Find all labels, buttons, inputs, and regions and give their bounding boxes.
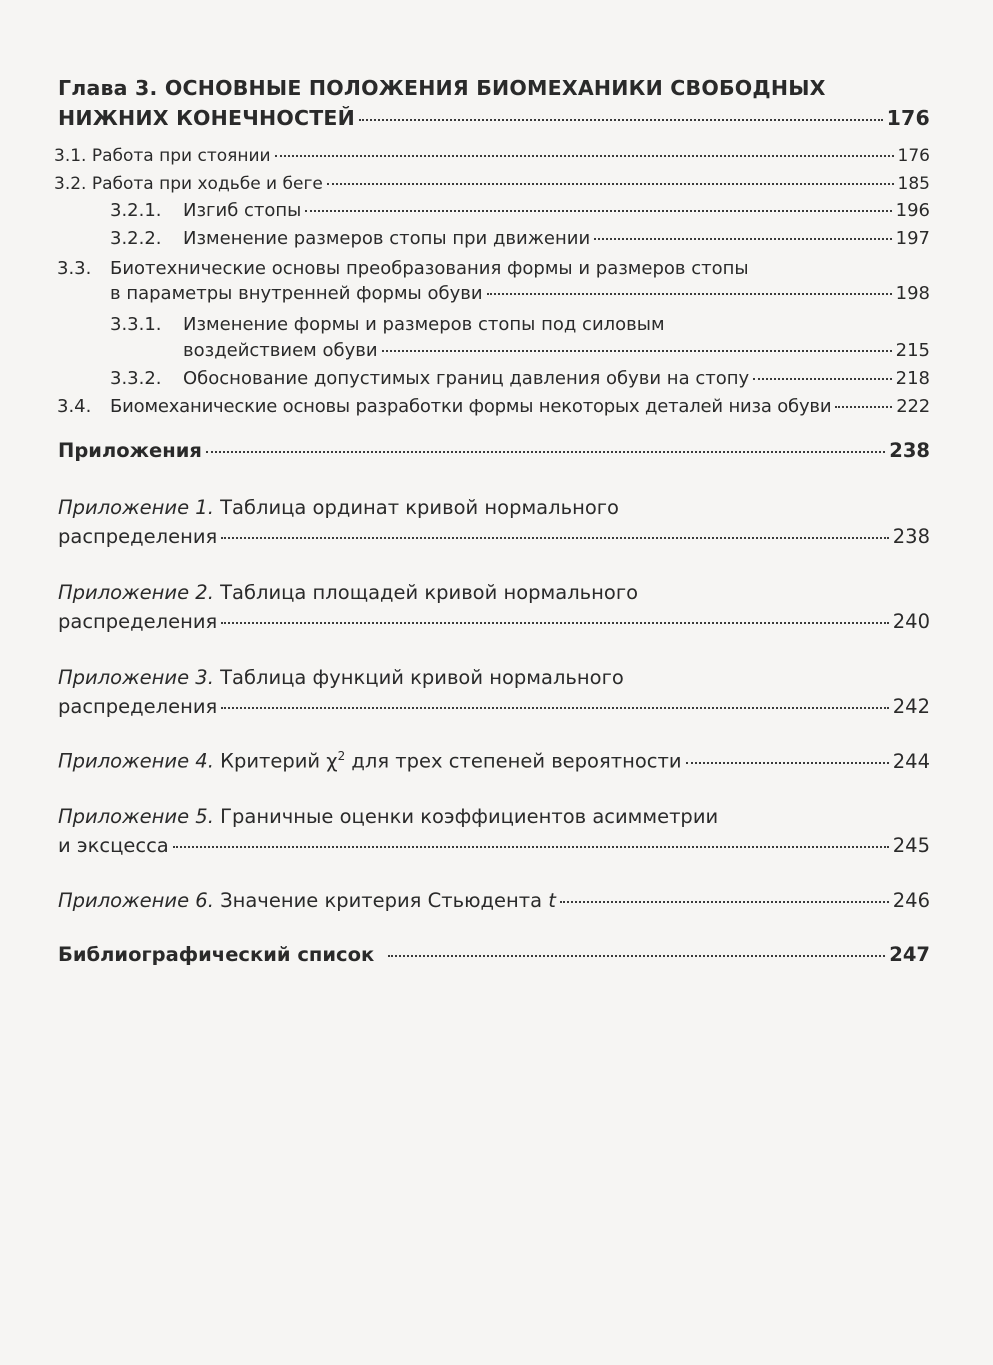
appendix-label: Приложение 2. <box>58 581 214 604</box>
toc-entry-appendix-3 <box>58 695 930 718</box>
toc-entry-3-3-1 <box>183 340 930 361</box>
leader-dots <box>560 901 889 903</box>
leader-dots <box>173 846 889 848</box>
leader-dots <box>305 210 891 212</box>
page-number: 244 <box>892 749 930 773</box>
appendix-variable: t <box>548 889 556 912</box>
appendix-label: Приложение 3. <box>58 666 214 689</box>
toc-entry-3-4 <box>110 396 930 417</box>
chapter-title-line2: НИЖНИХ КОНЕЧНОСТЕЙ <box>58 106 355 130</box>
leader-dots <box>221 707 888 709</box>
toc-entry-appendix-4 <box>58 749 930 773</box>
appendix-title-line2: распределения <box>58 525 218 548</box>
leader-dots <box>686 762 889 764</box>
appendix-superscript: 2 <box>337 749 346 763</box>
appendix-3-line1 <box>58 666 624 689</box>
entry-title: Изгиб стопы <box>183 200 302 221</box>
page-number: 215 <box>895 340 930 361</box>
appendix-label: Приложение 5. <box>58 805 214 828</box>
section-title: Приложения <box>58 439 202 462</box>
entry-title: Изменение размеров стопы при движении <box>183 228 591 249</box>
leader-dots <box>221 537 888 539</box>
appendix-text <box>58 889 556 912</box>
appendix-1-line1 <box>58 496 619 519</box>
leader-dots <box>382 350 892 352</box>
toc-entry-appendix-1 <box>58 525 930 548</box>
entry-title: 3.2. Работа при ходьбе и беге <box>54 174 323 194</box>
appendix-2-line1 <box>58 581 638 604</box>
page-number: 247 <box>889 943 930 966</box>
leader-dots <box>594 238 891 240</box>
appendix-title-a: Значение критерия Стьюдента <box>220 889 549 912</box>
appendix-5-line1 <box>58 805 718 828</box>
page-number: 242 <box>892 695 930 718</box>
page-number: 240 <box>892 610 930 633</box>
appendix-title-line1: Таблица функций кривой нормального <box>220 666 624 689</box>
appendix-title-b: для трех степеней вероятности <box>345 749 682 773</box>
entry-number: 3.2.1. <box>110 200 162 221</box>
leader-dots <box>359 119 883 121</box>
entry-title-line2: воздействием обуви <box>183 340 378 361</box>
entry-number: 3.3. <box>57 258 92 279</box>
appendix-title-line1: Таблица ординат кривой нормального <box>220 496 619 519</box>
toc-entry-3-3 <box>110 283 930 304</box>
page-number: 238 <box>892 525 930 548</box>
entry-number: 3.2.2. <box>110 228 162 249</box>
appendix-title-line2: и эксцесса <box>58 834 169 857</box>
toc-entry-3-3-2 <box>183 368 930 389</box>
page-number: 176 <box>886 106 930 130</box>
page-number: 218 <box>895 368 930 389</box>
appendix-title-line2: распределения <box>58 610 218 633</box>
leader-dots <box>487 293 892 295</box>
toc-entry-appendix-6 <box>58 889 930 912</box>
page-number: 246 <box>892 889 930 912</box>
entry-number: 3.3.2. <box>110 368 162 389</box>
appendix-title-line1: Граничные оценки коэффициентов асимметрии <box>220 805 719 828</box>
leader-dots <box>388 955 885 957</box>
appendix-label: Приложение 1. <box>58 496 214 519</box>
leader-dots <box>206 451 885 453</box>
leader-dots <box>753 378 891 380</box>
appendix-title-line2: распределения <box>58 695 218 718</box>
page-number: 196 <box>895 200 930 221</box>
entry-title-line1: Биотехнические основы преобразования формы и размеров стопы <box>110 258 749 279</box>
page-number: 197 <box>895 228 930 249</box>
toc-entry-3-2-2 <box>183 228 930 249</box>
entry-title-line2: в параметры внутренней формы обуви <box>110 283 483 304</box>
page-number: 245 <box>892 834 930 857</box>
toc-entry-appendix-2 <box>58 610 930 633</box>
toc-entry-appendix-5 <box>58 834 930 857</box>
entry-title: Биомеханические основы разработки формы некоторых деталей низа обуви <box>110 396 832 417</box>
leader-dots <box>221 622 888 624</box>
appendix-title-a: Критерий χ <box>220 749 338 773</box>
leader-dots <box>835 406 892 408</box>
entry-number: 3.4. <box>57 396 92 417</box>
page-number: 198 <box>895 283 930 304</box>
toc-entry-3-2-1 <box>183 200 930 221</box>
page-number: 176 <box>897 146 930 166</box>
toc-entry-3-2 <box>54 174 930 194</box>
chapter-title-row <box>58 106 930 130</box>
appendix-label: Приложение 4. <box>58 749 214 773</box>
entry-title: Обоснование допустимых границ давления обуви на стопу <box>183 368 750 389</box>
leader-dots <box>327 183 894 185</box>
section-title: Библиографический список <box>58 943 375 966</box>
page-number: 185 <box>897 174 930 194</box>
page-number: 238 <box>889 439 930 462</box>
appendix-label: Приложение 6. <box>58 889 214 912</box>
appendix-title-line1: Таблица площадей кривой нормального <box>220 581 639 604</box>
chapter-title-line1: Глава 3. ОСНОВНЫЕ ПОЛОЖЕНИЯ БИОМЕХАНИКИ СВОБОДНЫХ <box>58 76 826 100</box>
entry-title-line1: Изменение формы и размеров стопы под силовым <box>183 314 665 335</box>
toc-entry-appendices <box>58 439 930 462</box>
appendix-text <box>58 749 682 773</box>
page-number: 222 <box>896 396 930 417</box>
toc-entry-3-1 <box>54 146 930 166</box>
entry-title: 3.1. Работа при стоянии <box>54 146 271 166</box>
entry-number: 3.3.1. <box>110 314 162 335</box>
leader-dots <box>275 155 894 157</box>
toc-entry-bibliography <box>58 943 930 966</box>
